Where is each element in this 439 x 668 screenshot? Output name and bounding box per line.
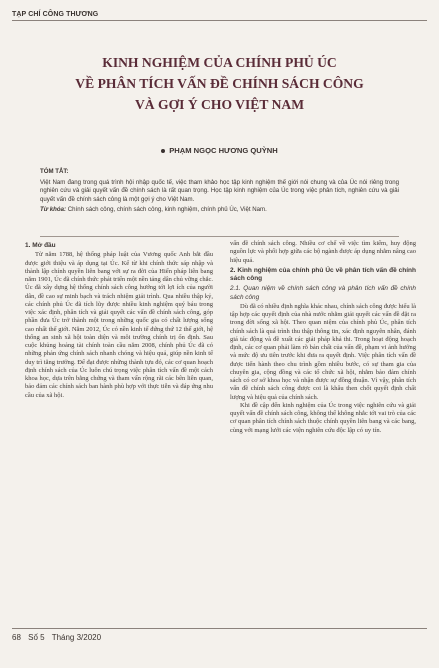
body-paragraph: Từ năm 1788, hệ thống pháp luật của Vương quốc Anh bắt đầu được giới thiệu và áp dụng tại Úc. Kể từ khi chính thức sáp nhập và thành lập chính quyền liên bang với sự ra đời của Hiến pháp liên bang năm 1901, Úc đã chính thức phát triển một nền tảng dân chủ vững chắc. Úc đã xây dựng hệ thống chính sách công hướng tới lợi ích của người dân, đề cao sự minh bạch và trách nhiệm giải trình. Qua nhiều thập kỷ, các chính phủ Úc đã tích lũy được nhiều kinh nghiệm quý báu trong việc xác định, phân tích và giải quyết các vấn đề chính sách công, góp phần đưa Úc trở thành một trong những quốc gia có chất lượng sống cao nhất thế giới. Năm 2012, Úc có nền kinh tế đứng thứ 12 thế giới, hệ thống an sinh xã hội toàn diện và môi trường chính trị ổn định. Sau cuộc khủng hoảng tài chính toàn cầu năm 2008, chính phủ Úc đã có những phản ứng chính sách nhanh chóng và hiệu quả, giúp nền kinh tế duy trì tăng trưởng. Để đạt được những thành tựu đó, các cơ quan hoạch định chính sách của Úc luôn chú trọng việc phân tích vấn đề một cách khoa học, dựa trên bằng chứng và tham vấn rộng rãi các bên liên quan, bảo đảm các chính sách ban hành phù hợp với thực tiễn và đáp ứng nhu cầu của xã hội.: [25, 251, 213, 399]
journal-name: TẠP CHÍ CÔNG THƯƠNG: [12, 11, 99, 18]
abstract-block: [40, 168, 399, 215]
issue-date: Tháng 3/2020: [51, 633, 102, 642]
body-paragraph: Khi đề cập đến kinh nghiệm của Úc trong việc nghiên cứu và giải quyết vấn đề chính sách công, không thể không nhắc tới vai trò của các cơ quan phân tích chính sách thuộc chính quyền liên bang và các bang, cùng với mạng lưới các viện nghiên cứu độc lập có uy tín.: [230, 401, 416, 434]
footer-rule: [12, 628, 427, 629]
header-rule: [12, 20, 427, 21]
page-footer: [12, 633, 106, 642]
title-line-2: VỀ PHÂN TÍCH VẤN ĐỀ CHÍNH SÁCH CÔNG: [75, 76, 364, 91]
keywords-label: Từ khóa:: [40, 206, 67, 214]
section-heading-2: 2. Kinh nghiệm của chính phủ Úc về phân tích vấn đề chính sách công: [230, 266, 416, 282]
subsection-heading-2-1: 2.1. Quan niệm về chính sách công và phân tích vấn đề chính sách công: [230, 285, 416, 301]
author-name: PHẠM NGỌC HƯƠNG QUỲNH: [169, 146, 278, 155]
title-line-3: VÀ GỢI Ý CHO VIỆT NAM: [134, 97, 305, 112]
keywords-line: [40, 206, 399, 215]
body-paragraph: Dù đã có nhiều định nghĩa khác nhau, chính sách công được hiểu là tập hợp các quyết định của nhà nước nhằm giải quyết các vấn đề đặt ra trong đời sống xã hội. Theo quan niệm của chính phủ Úc, phân tích chính sách là quá trình thu thập thông tin, xác định nguyên nhân, đánh giá tác động và đề xuất các giải pháp khả thi. Trong hoạt động hoạch định, các cơ quan phải làm rõ bản chất của vấn đề, phạm vi ảnh hưởng và mức độ ưu tiên trước khi đưa ra quyết định. Việc phân tích vấn đề được tiến hành theo chu trình gồm nhiều bước, có sự tham gia của chuyên gia, cộng đồng và các tổ chức xã hội, nhằm bảo đảm chính sách có cơ sở khoa học và nhận được sự đồng thuận. Vì vậy, phân tích vấn đề chính sách công được coi là khâu then chốt quyết định chất lượng và hiệu quả của chính sách.: [230, 302, 416, 401]
abstract-heading: TÓM TẮT:: [40, 168, 69, 175]
left-column: [25, 240, 213, 400]
abstract-text: Việt Nam đang trong quá trình hội nhập quốc tế, việc tham khảo học tập kinh nghiệm thế giới nói chung và của Úc nói riêng trong nghiên cứu và giải quyết vấn đề chính sách là rất quan trọng. Học tập kinh nghiệm của Úc trong việc phân tích, nghiên cứu và giải quyết vấn đề chính sách công là một gợi ý cho Việt Nam.: [40, 178, 399, 203]
keywords-text: Chính sách công, chính sách công, kinh nghiệm, chính phủ Úc, Việt Nam.: [67, 206, 267, 214]
page-number: 68: [12, 633, 21, 642]
issue-number: Số 5: [28, 633, 45, 642]
author-line: [0, 146, 439, 155]
right-column: [230, 240, 416, 435]
section-heading-1: 1. Mở đầu: [25, 242, 56, 249]
title-line-1: KINH NGHIỆM CỦA CHÍNH PHỦ ÚC: [102, 55, 337, 70]
body-paragraph: vấn đề chính sách công. Nhiều cơ chế về việc tìm kiếm, huy động nguồn lực và phối hợp giữa các bộ ngành được áp dụng nhằm nâng cao hiệu quả.: [230, 240, 416, 264]
article-title: [20, 52, 419, 115]
bullet-icon: [161, 149, 165, 153]
abstract-divider: [40, 236, 399, 237]
